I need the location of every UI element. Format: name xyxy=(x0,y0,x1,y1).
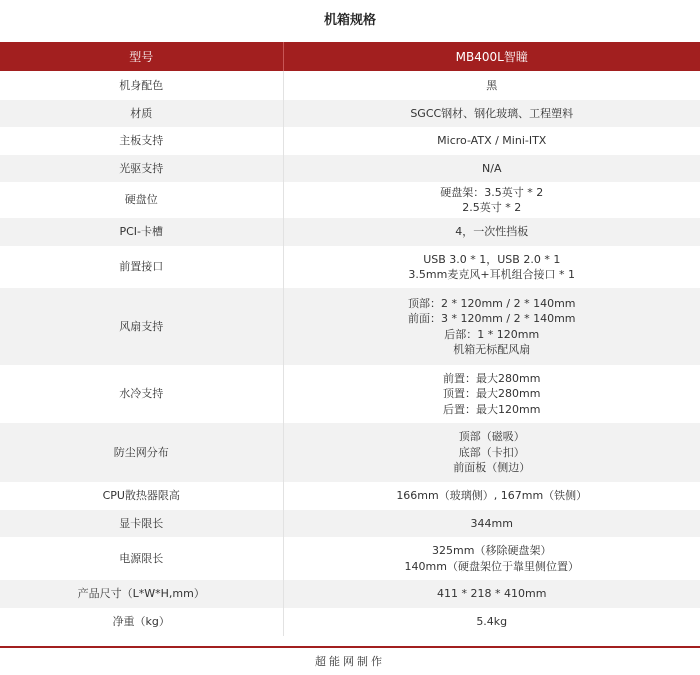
spec-value-cell xyxy=(283,365,700,423)
spec-value-line: 140mm（硬盘架位于靠里侧位置） xyxy=(404,559,579,573)
spec-value-line: 后部：1 * 120mm xyxy=(444,327,540,341)
table-row xyxy=(0,100,700,127)
spec-table xyxy=(0,42,700,636)
table-row xyxy=(0,182,700,218)
spec-value-cell xyxy=(283,608,700,636)
spec-value-line: 前面：3 * 120mm / 2 * 140mm xyxy=(407,312,576,325)
spec-label-cell: 产品尺寸（L*W*H,mm） xyxy=(0,580,283,608)
spec-value-line: 黑 xyxy=(486,78,498,92)
spec-label-cell: 电源限长 xyxy=(0,537,283,580)
spec-label-cell: 防尘网分布 xyxy=(0,423,283,482)
table-row xyxy=(0,155,700,182)
table-row xyxy=(0,510,700,537)
spec-value-line: 顶部：2 * 120mm / 2 * 140mm xyxy=(407,296,576,310)
spec-value-cell xyxy=(283,71,700,100)
spec-value-line: 325mm（移除硬盘架） xyxy=(432,544,552,557)
spec-value-line: 2.5英寸 * 2 xyxy=(462,201,522,214)
table-row xyxy=(0,127,700,155)
spec-value-cell xyxy=(283,246,700,288)
spec-value-cell xyxy=(283,537,700,580)
spec-value-line: 5.4kg xyxy=(476,615,508,629)
table-row xyxy=(0,246,700,288)
spec-label-cell: 风扇支持 xyxy=(0,288,283,365)
spec-value-line: SGCC钢材、钢化玻璃、工程塑料 xyxy=(410,106,574,120)
spec-value-line: 前面板（侧边） xyxy=(453,461,531,475)
spec-value-cell xyxy=(283,482,700,510)
spec-label-cell: CPU散热器限高 xyxy=(0,482,283,510)
spec-value-line: 机箱无标配风扇 xyxy=(453,343,531,356)
spec-value-line: 底部（卡扣） xyxy=(458,445,525,459)
spec-label-cell: 水冷支持 xyxy=(0,365,283,423)
table-row xyxy=(0,71,700,100)
table-row xyxy=(0,218,700,246)
table-row xyxy=(0,288,700,365)
table-header-row xyxy=(0,42,700,71)
spec-value-cell xyxy=(283,182,700,218)
spec-value-cell xyxy=(283,580,700,608)
spec-value-cell xyxy=(283,423,700,482)
header-label-cell: 型号 xyxy=(0,42,283,71)
spec-value-cell xyxy=(283,155,700,182)
spec-value-line: USB 3.0 * 1，USB 2.0 * 1 xyxy=(423,252,561,266)
table-row xyxy=(0,482,700,510)
spec-value-cell xyxy=(283,127,700,155)
spec-value-line: 硬盘架：3.5英寸 * 2 xyxy=(440,185,544,199)
table-row xyxy=(0,365,700,423)
table-row xyxy=(0,580,700,608)
table-row xyxy=(0,537,700,580)
spec-value-line: 166mm（玻璃侧）, 167mm（铁侧） xyxy=(396,489,588,503)
spec-label-cell: 显卡限长 xyxy=(0,510,283,537)
spec-value-line: N/A xyxy=(482,161,502,175)
spec-value-line: Micro-ATX / Mini-ITX xyxy=(437,134,547,148)
spec-value-cell xyxy=(283,288,700,365)
spec-value-line: 3.5mm麦克风+耳机组合接口 * 1 xyxy=(408,268,576,281)
spec-value-line: 4，一次性挡板 xyxy=(455,225,529,239)
spec-label-cell: 材质 xyxy=(0,100,283,127)
spec-label-cell: 前置接口 xyxy=(0,246,283,288)
spec-label-cell: 光驱支持 xyxy=(0,155,283,182)
page-title: 机箱规格 xyxy=(323,13,376,28)
spec-value-cell xyxy=(283,218,700,246)
spec-label-cell: 主板支持 xyxy=(0,127,283,155)
spec-value-line: 前置：最大280mm xyxy=(443,371,541,385)
spec-value-line: 后置：最大120mm xyxy=(443,402,541,416)
table-row xyxy=(0,608,700,636)
spec-value-line: 顶部（磁吸） xyxy=(458,430,525,444)
spec-value-cell xyxy=(283,100,700,127)
table-row xyxy=(0,423,700,482)
spec-label-cell: 机身配色 xyxy=(0,71,283,100)
spec-label-cell: 净重（kg） xyxy=(0,608,283,636)
spec-label-cell: 硬盘位 xyxy=(0,182,283,218)
spec-value-line: 344mm xyxy=(470,516,513,530)
spec-label-cell: PCI-卡槽 xyxy=(0,218,283,246)
spec-value-cell xyxy=(283,510,700,537)
table-body xyxy=(0,71,700,636)
header-value-cell: MB400L智瞳 xyxy=(283,42,700,71)
spec-value-line: 411 * 218 * 410mm xyxy=(437,587,547,601)
spec-value-line: 顶置：最大280mm xyxy=(443,387,541,401)
footer-credit: 超能网制作 xyxy=(0,646,700,675)
